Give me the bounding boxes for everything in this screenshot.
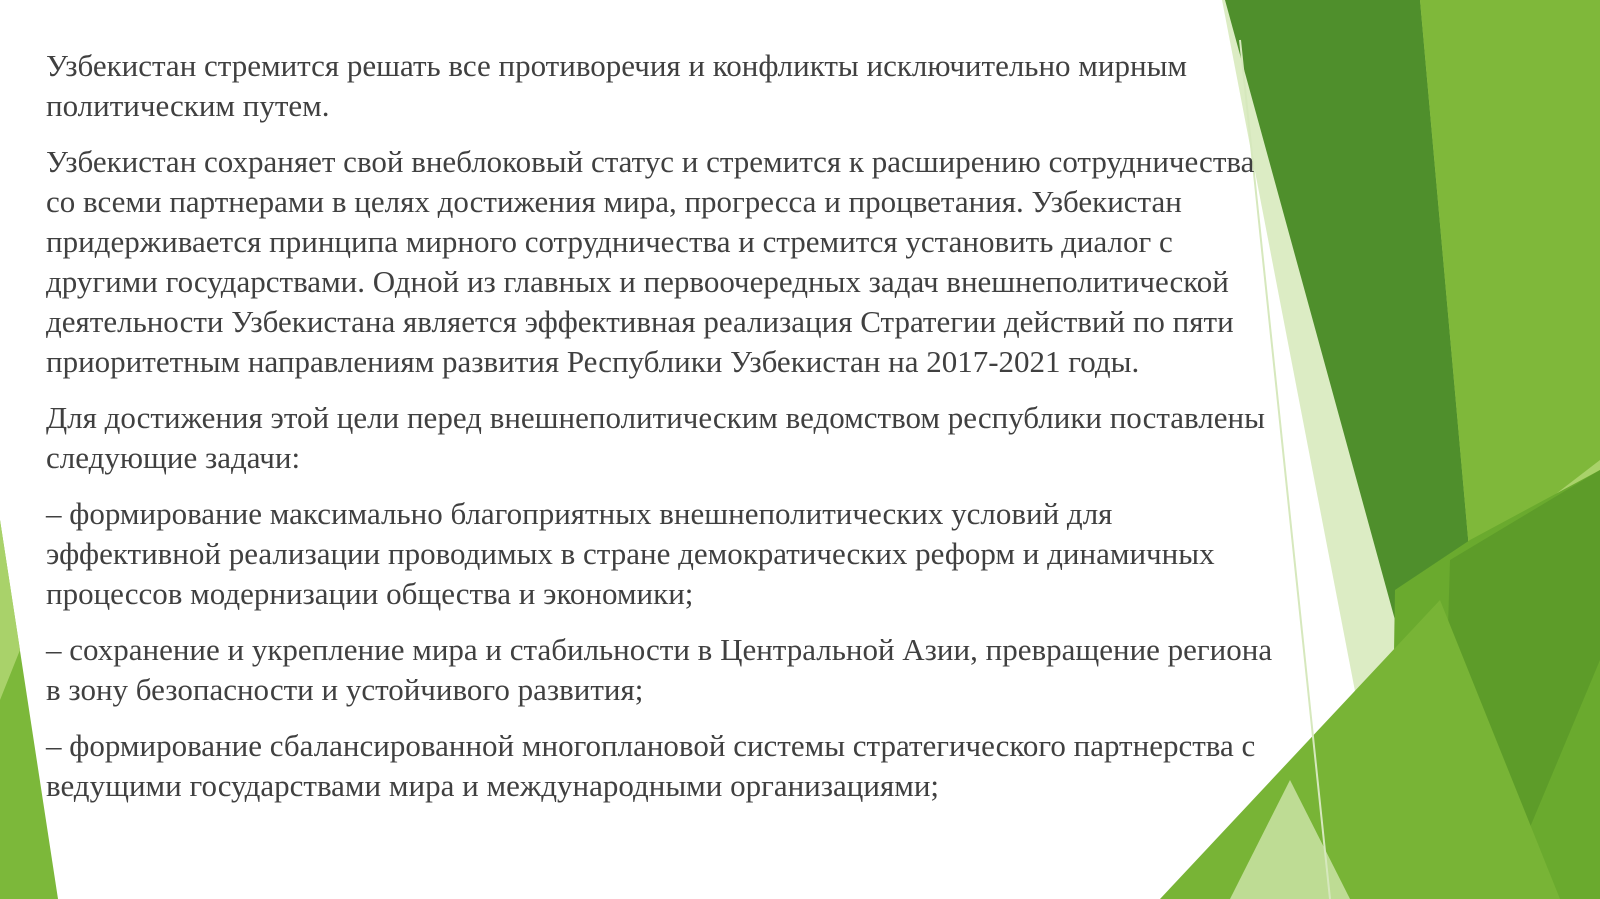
slide-body-text: [46, 46, 1281, 822]
paragraph-task-2: – сохранение и укрепление мира и стабильности в Центральной Азии, превращение региона в зону безопасности и устойчивого развития;: [46, 632, 1273, 707]
paragraph-task-3: – формирование сбалансированной многоплановой системы стратегического партнерства с ведущими государствами мира и международными организациями;: [46, 728, 1256, 803]
paragraph-tasks-intro: Для достижения этой цели перед внешнеполитическим ведомством республики поставлены следующие задачи:: [46, 400, 1265, 475]
paragraph-non-bloc-status: Узбекистан сохраняет свой внеблоковый статус и стремится к расширению сотрудничества со всеми партнерами в целях достижения мира, прогресса и процветания. Узбекистан придерживается принципа мирного сотрудничества и стремится установить диалог с другими государствами. Одной из главных и первоочередных задач внешнеполитической деятельности Узбекистана является эффективная реализация Стратегии действий по пяти приоритетным направлениям развития Республики Узбекистан на 2017-2021 годы.: [46, 144, 1255, 379]
paragraph-peaceful-resolution: Узбекистан стремится решать все противоречия и конфликты исключительно мирным политическим путем.: [46, 48, 1188, 123]
paragraph-task-1: – формирование максимально благоприятных внешнеполитических условий для эффективной реализации проводимых в стране демократических реформ и динамичных процессов модернизации общества и экономики;: [46, 496, 1215, 611]
